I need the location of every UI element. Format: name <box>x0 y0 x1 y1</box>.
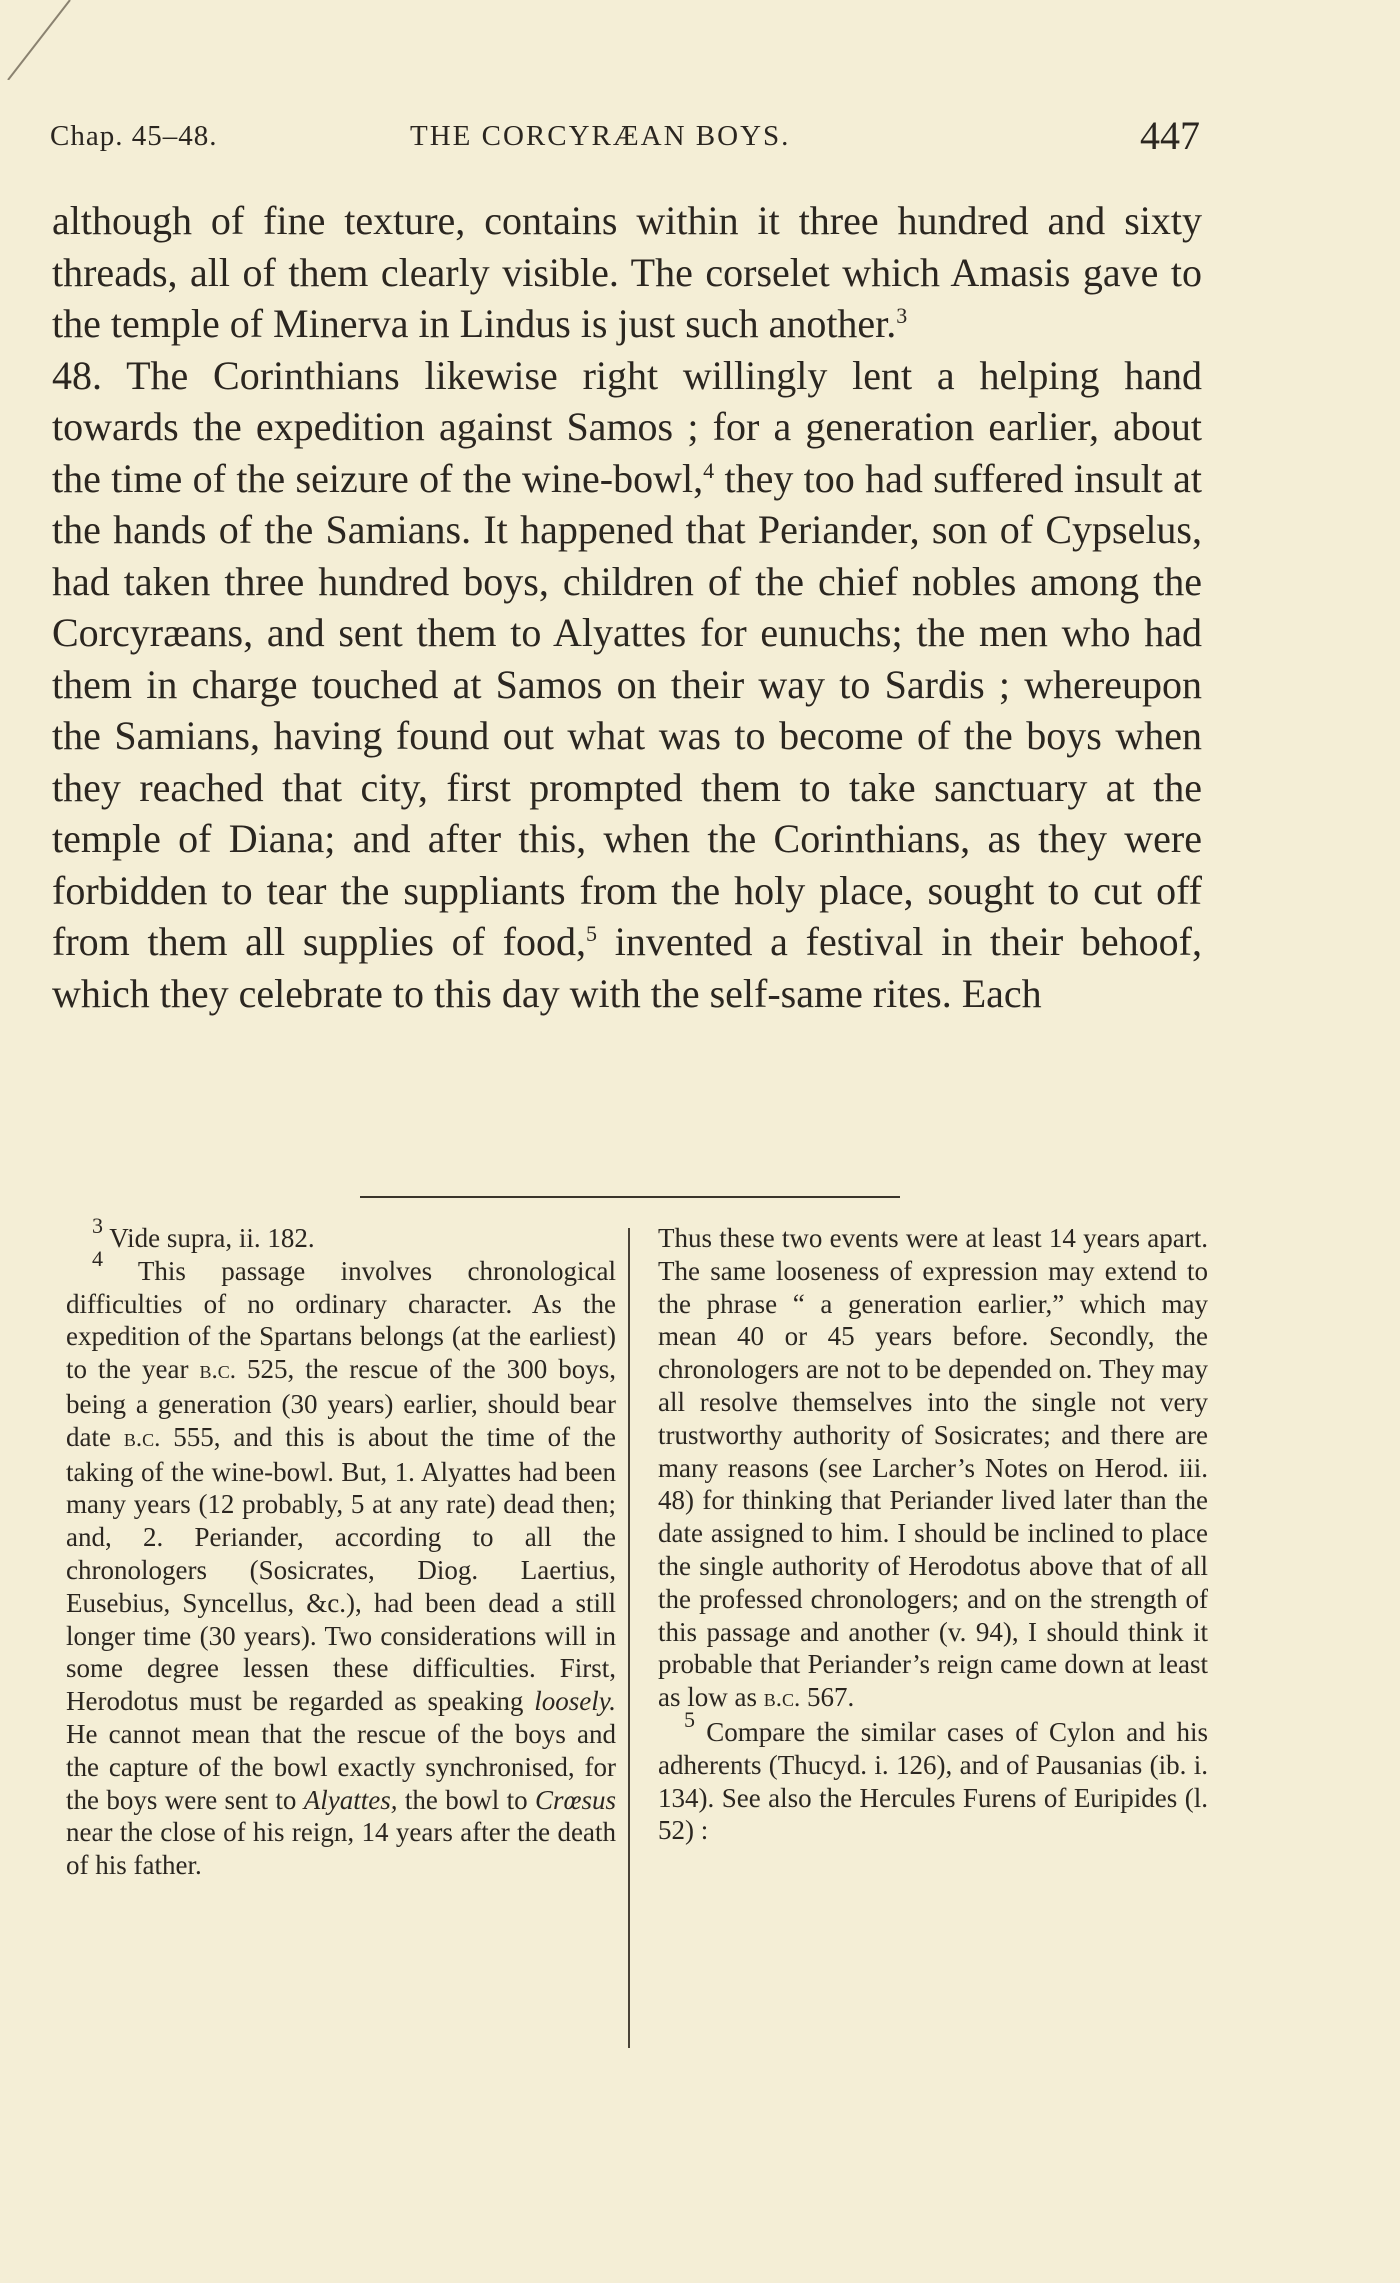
footnote-4-continued: Thus these two events were at least 14 years apart. The same looseness of expression may extend to the phrase “ a generation earlier,” which may mean 40 or 45 years before. Secondly, the chronologers are not to be depended on. They may all resolve themselves into the single not very trustworthy authority of Sosicrates; and there are many reasons (see Larcher’s Notes on Herod. iii. 48) for thinking that Periander lived later than the date assigned to him. I should be inclined to place the single authority of Herodotus above that of all the professed chronologers; and on the strength of this passage and another (v. 94), I should think it probable that Periander’s reign came down at least as low as b.c. 567. <box>658 1223 1208 1713</box>
footnote-3: $^3$ Vide supra, ii. 182. <box>92 1213 315 1253</box>
footnote-ref-5: 5 <box>586 921 598 946</box>
footnote-5: $^5$ Compare the similar cases of Cylon and his adherents (Thucyd. i. 126), and of Pausanias (ib. i. 134). See also the Hercules Furens of Euripides (l. 52) : <box>658 1706 1209 1846</box>
column-divider <box>628 1228 630 2048</box>
paragraph-48: 48. The Corinthians likewise right willingly lent a helping hand towards the expedition against Samos ; for a generation earlier, about the time of the seizure of the wine-bowl,$^4$ they too had suffered insult at the hands of the Samians. It happened that Periander, son of Cypselus, had taken three hundred boys, children of the chief nobles among the Corcyræans, and sent them to Alyattes for eunuchs; the men who had them in charge touched at Samos on their way to Sardis ; whereupon the Samians, having found out what was to become of the boys when they reached that city, first prompted them to take sanctuary at the temple of Diana; and after this, when the Corinthians, as they were forbidden to tear the suppliants from the holy place, sought to cut off from them all supplies of food,$^5$ invented a festival in their behoof, which they celebrate to this day with the self-same rites. Each <box>52 352 1203 1016</box>
running-title: THE CORCYRÆAN BOYS. <box>410 120 791 152</box>
paragraph-continuation: although of fine texture, contains within it three hundred and sixty threads, all of them clearly visible. The corselet which Amasis gave to the temple of Minerva in Lindus is just such another.$^3$ <box>52 198 1202 346</box>
pencil-mark <box>0 0 80 80</box>
footnote-ref-4: 4 <box>703 457 715 483</box>
main-text <box>52 195 1202 1019</box>
footnote-4: $^4$ This passage involves chronological difficulties of no ordinary character. As the expedition of the Spartans belongs (at the earliest) to the year b.c. 525, the rescue of the 300 boys, being a generation (30 years) earlier, should bear date b.c. 555, and this is about the time of the taking of the wine-bowl. But, 1. Alyattes had been many years (12 probably, 5 at any rate) dead then; and, 2. Periander, according to all the chronologers (Sosicrates, Diog. Laertius, Eusebius, Syncellus, &c.), had been dead a still longer time (30 years). Two considerations will in some degree lessen these difficulties. First, Herodotus must be regarded as speaking loosely. He cannot mean that the rescue of the boys and the capture of the bowl exactly synchronised, for the boys were sent to Alyattes, the bowl to Crœsus near the close of his reign, 14 years after the death of his father. <box>66 1245 616 1881</box>
chapter-reference: Chap. 45–48. <box>50 120 218 152</box>
footnotes-right-column <box>658 1222 1208 1847</box>
footnote-rule <box>360 1196 900 1198</box>
page-number: 447 <box>1140 113 1200 158</box>
footnotes-left-column <box>66 1213 616 1882</box>
running-header <box>50 112 1200 172</box>
footnote-ref-3: 3 <box>896 303 908 328</box>
